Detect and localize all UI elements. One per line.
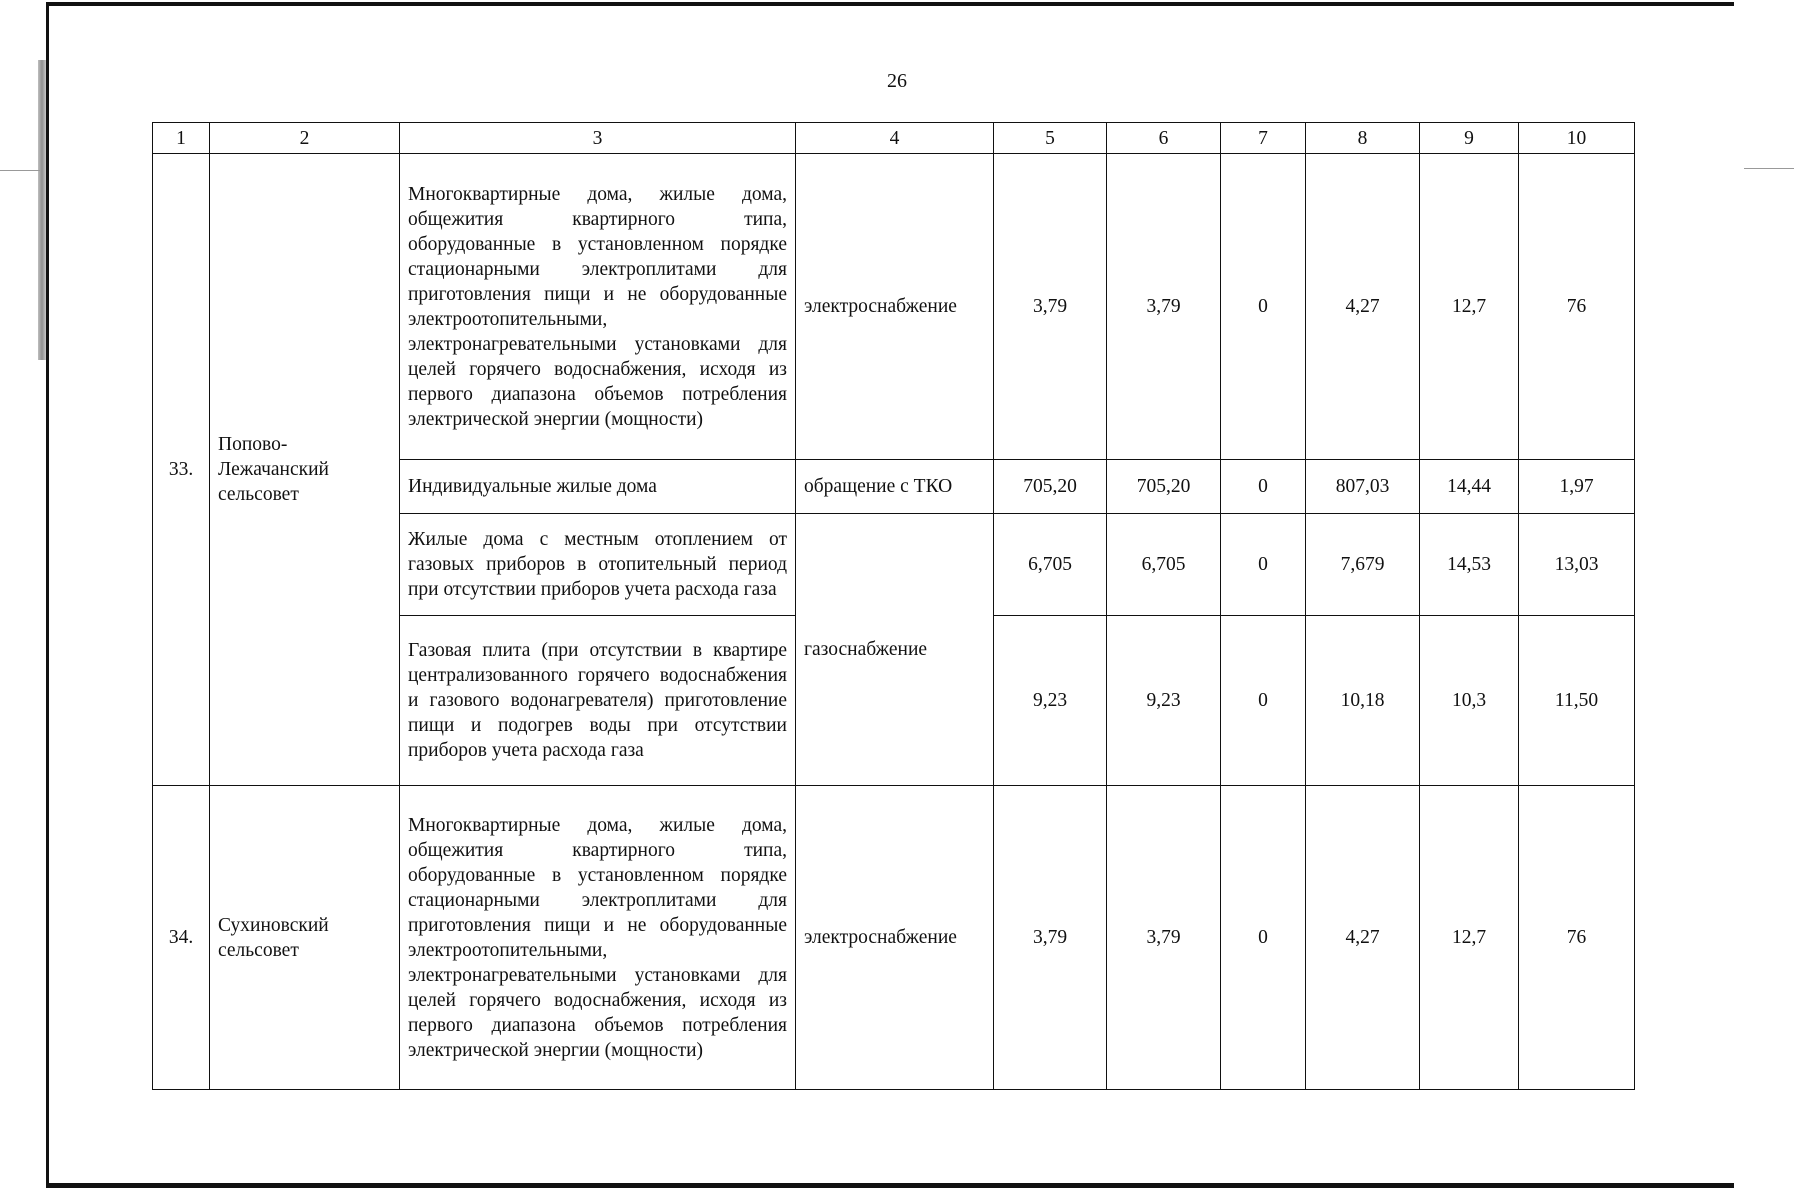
value-col-6: 705,20 bbox=[1107, 460, 1221, 514]
value-col-7: 0 bbox=[1221, 154, 1306, 460]
settlement-name: Попово-Лежачанский сельсовет bbox=[210, 154, 400, 786]
utility-service: электроснабжение bbox=[796, 786, 994, 1090]
scan-line-left bbox=[0, 170, 40, 171]
header-col-10: 10 bbox=[1519, 123, 1635, 154]
value-col-9: 12,7 bbox=[1420, 154, 1519, 460]
value-col-8: 10,18 bbox=[1306, 616, 1420, 786]
consumer-category: Газовая плита (при отсутствии в квартире централизованного горячего водоснабжения и газового водонагревателя) приготовление пищи и подогрев воды при отсутствии приборов учета расхода газа bbox=[400, 616, 796, 786]
value-col-5: 705,20 bbox=[994, 460, 1107, 514]
value-col-6: 9,23 bbox=[1107, 616, 1221, 786]
consumer-category: Многоквартирные дома, жилые дома, общежития квартирного типа, оборудованные в установленном порядке стационарными электроплитами для приготовления пищи и не оборудованные электроотопительными, электронагревательными установками для целей горячего водоснабжения, исходя из первого диапазона объемов потребления электрической энергии (мощности) bbox=[400, 786, 796, 1090]
value-col-6: 3,79 bbox=[1107, 786, 1221, 1090]
settlement-name: Сухиновский сельсовет bbox=[210, 786, 400, 1090]
value-col-7: 0 bbox=[1221, 514, 1306, 616]
scan-edge-artifact bbox=[38, 60, 46, 360]
tariff-table bbox=[152, 122, 1635, 1090]
header-col-4: 4 bbox=[796, 123, 994, 154]
value-col-6: 3,79 bbox=[1107, 154, 1221, 460]
header-col-5: 5 bbox=[994, 123, 1107, 154]
table-row bbox=[153, 154, 1635, 460]
header-col-1: 1 bbox=[153, 123, 210, 154]
value-col-7: 0 bbox=[1221, 616, 1306, 786]
utility-service: электроснабжение bbox=[796, 154, 994, 460]
header-col-7: 7 bbox=[1221, 123, 1306, 154]
utility-service: газоснабжение bbox=[796, 514, 994, 786]
value-col-8: 807,03 bbox=[1306, 460, 1420, 514]
value-col-9: 12,7 bbox=[1420, 786, 1519, 1090]
header-col-9: 9 bbox=[1420, 123, 1519, 154]
value-col-8: 4,27 bbox=[1306, 154, 1420, 460]
value-col-5: 3,79 bbox=[994, 154, 1107, 460]
header-col-8: 8 bbox=[1306, 123, 1420, 154]
value-col-5: 3,79 bbox=[994, 786, 1107, 1090]
value-col-7: 0 bbox=[1221, 460, 1306, 514]
page-number: 26 bbox=[887, 70, 907, 92]
consumer-category: Индивидуальные жилые дома bbox=[400, 460, 796, 514]
consumer-category: Многоквартирные дома, жилые дома, общежития квартирного типа, оборудованные в установленном порядке стационарными электроплитами для приготовления пищи и не оборудованные электроотопительными, электронагревательными установками для целей горячего водоснабжения, исходя из первого диапазона объемов потребления электрической энергии (мощности) bbox=[400, 154, 796, 460]
value-col-9: 14,44 bbox=[1420, 460, 1519, 514]
value-col-9: 14,53 bbox=[1420, 514, 1519, 616]
header-row bbox=[153, 123, 1635, 154]
value-col-10: 11,50 bbox=[1519, 616, 1635, 786]
value-col-10: 13,03 bbox=[1519, 514, 1635, 616]
scan-line-right bbox=[1744, 168, 1794, 169]
row-number: 33. bbox=[153, 154, 210, 786]
header-col-6: 6 bbox=[1107, 123, 1221, 154]
value-col-5: 6,705 bbox=[994, 514, 1107, 616]
value-col-7: 0 bbox=[1221, 786, 1306, 1090]
value-col-8: 4,27 bbox=[1306, 786, 1420, 1090]
value-col-10: 76 bbox=[1519, 786, 1635, 1090]
value-col-10: 1,97 bbox=[1519, 460, 1635, 514]
consumer-category: Жилые дома с местным отоплением от газовых приборов в отопительный период при отсутствии приборов учета расхода газа bbox=[400, 514, 796, 616]
utility-service: обращение с ТКО bbox=[796, 460, 994, 514]
header-col-3: 3 bbox=[400, 123, 796, 154]
value-col-5: 9,23 bbox=[994, 616, 1107, 786]
table-row bbox=[153, 786, 1635, 1090]
header-col-2: 2 bbox=[210, 123, 400, 154]
row-number: 34. bbox=[153, 786, 210, 1090]
value-col-6: 6,705 bbox=[1107, 514, 1221, 616]
value-col-9: 10,3 bbox=[1420, 616, 1519, 786]
value-col-10: 76 bbox=[1519, 154, 1635, 460]
value-col-8: 7,679 bbox=[1306, 514, 1420, 616]
